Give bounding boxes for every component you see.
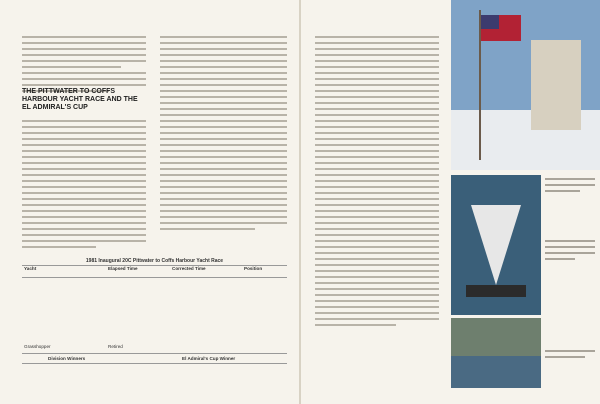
photo-flag-and-mast [451,0,600,170]
left-column-text [22,36,146,92]
right-page [301,0,600,404]
col-header-position: Position [244,266,263,271]
col-header-corrected: Corrected Time [172,266,206,271]
elapsed-time: Retired [108,344,123,349]
cup-winner-header: El Admiral's Cup Winner [182,356,236,361]
right-column-text [160,36,287,230]
photo-harbour [451,318,541,388]
section-heading: THE PITTWATER TO COFFS HARBOUR YACHT RACE AND THE EL ADMIRAL'S CUP [22,88,138,111]
right-page-text [315,36,439,326]
photo-caption-2 [545,240,595,260]
results-table [22,258,287,386]
table-title: 1981 Inaugural 20C Pittwater to Coffs Harbour Yacht Race [85,258,224,264]
photo-yacht-race [451,175,541,315]
left-page [0,0,299,404]
division-winners-header: Division Winners [48,356,86,361]
yacht-name: Grasshopper [24,344,51,349]
left-column-text-lower [22,120,146,248]
photo-caption-3 [545,350,595,358]
photo-caption-1 [545,178,595,192]
col-header-elapsed: Elapsed Time [108,266,138,271]
col-header-yacht: Yacht [24,266,37,271]
table-row [22,344,287,349]
